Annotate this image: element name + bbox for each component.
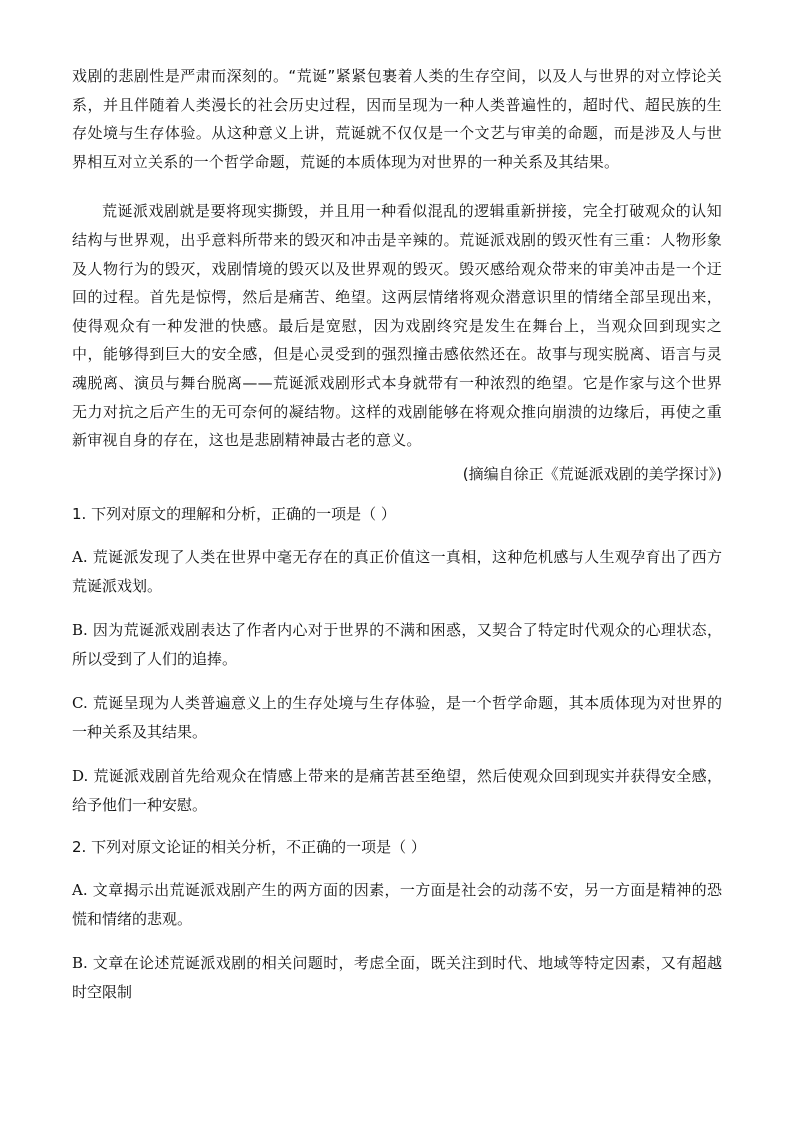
option-label: A. [72, 547, 88, 566]
question-stem: 2. 下列对原文论证的相关分析，不正确的一项是（ ） [72, 837, 426, 856]
document-page [72, 62, 722, 1008]
option-c [72, 689, 722, 748]
question-2 [72, 833, 722, 1008]
option-text: 荒诞派戏剧首先给观众在情感上带来的是痛苦甚至绝望，然后使观众回到现实并获得安全感，给予他们一种安慰。 [72, 766, 722, 815]
option-b [72, 616, 722, 675]
option-label: D. [72, 766, 89, 785]
passage-paragraph-1: 戏剧的悲剧性是严肃而深刻的。“荒诞”紧紧包裹着人类的生存空间，以及人与世界的对立悖论关系，并且伴随着人类漫长的社会历史过程，因而呈现为一种人类普遍性的，超时代、超民族的生存处境与生存体验。从这种意义上讲，荒诞就不仅仅是一个文艺与审美的命题，而是涉及人与世界相互对立关系的一个哲学命题，荒诞的本质体现为对世界的一种关系及其结果。 [72, 67, 722, 171]
option-b [72, 949, 722, 1008]
passage-paragraph-2: 荒诞派戏剧就是要将现实撕毁，并且用一种看似混乱的逻辑重新拼接，完全打破观众的认知结构与世界观，出乎意料所带来的毁灭和冲击是辛辣的。荒诞派戏剧的毁灭性有三重：人物形象及人物行为的毁灭，戏剧情境的毁灭以及世界观的毁灭。毁灭感给观众带来的审美冲击是一个迂回的过程。首先是惊愕，然后是痛苦、绝望。这两层情绪将观众潜意识里的情绪全部呈现出来，使得观众有一种发泄的快感。最后是宽慰，因为戏剧终究是发生在舞台上，当观众回到现实之中，能够得到巨大的安全感，但是心灵受到的强烈撞击感依然还在。故事与现实脱离、语言与灵魂脱离、演员与舞台脱离——荒诞派戏剧形式本身就带有一种浓烈的绝望。它是作家与这个世界无力对抗之后产生的无可奈何的凝结物。这样的戏剧能够在将观众推向崩溃的边缘后，再使之重新审视自身的存在，这也是悲剧精神最古老的意义。 [72, 202, 722, 450]
question-1 [72, 500, 722, 821]
option-text: 文章揭示出荒诞派戏剧产生的两方面的因素，一方面是社会的动荡不安，另一方面是精神的恐慌和情绪的悲观。 [72, 880, 722, 928]
option-label: A. [72, 880, 88, 899]
option-a [72, 876, 722, 935]
option-label: C. [72, 693, 88, 712]
question-stem: 1. 下列对原文的理解和分析，正确的一项是（ ） [72, 505, 396, 524]
passage-source: (摘编自徐正《荒诞派戏剧的美学探讨》) [462, 464, 722, 483]
option-d [72, 762, 722, 821]
option-text: 因为荒诞派戏剧表达了作者内心对于世界的不满和困惑，又契合了特定时代观众的心理状态，所以受到了人们的追捧。 [72, 620, 722, 669]
option-a [72, 543, 722, 602]
option-text: 荒诞派发现了人类在世界中毫无存在的真正价值这一真相，这种危机感与人生观孕育出了西方荒诞派戏划。 [72, 547, 722, 596]
option-label: B. [72, 620, 88, 639]
option-text: 文章在论述荒诞派戏剧的相关问题时，考虑全面，既关注到时代、地域等特定因素，又有超越时空限制 [72, 953, 722, 1001]
option-text: 荒诞呈现为人类普遍意义上的生存处境与生存体验，是一个哲学命题，其本质体现为对世界的一种关系及其结果。 [72, 693, 722, 742]
option-label: B. [72, 953, 88, 972]
